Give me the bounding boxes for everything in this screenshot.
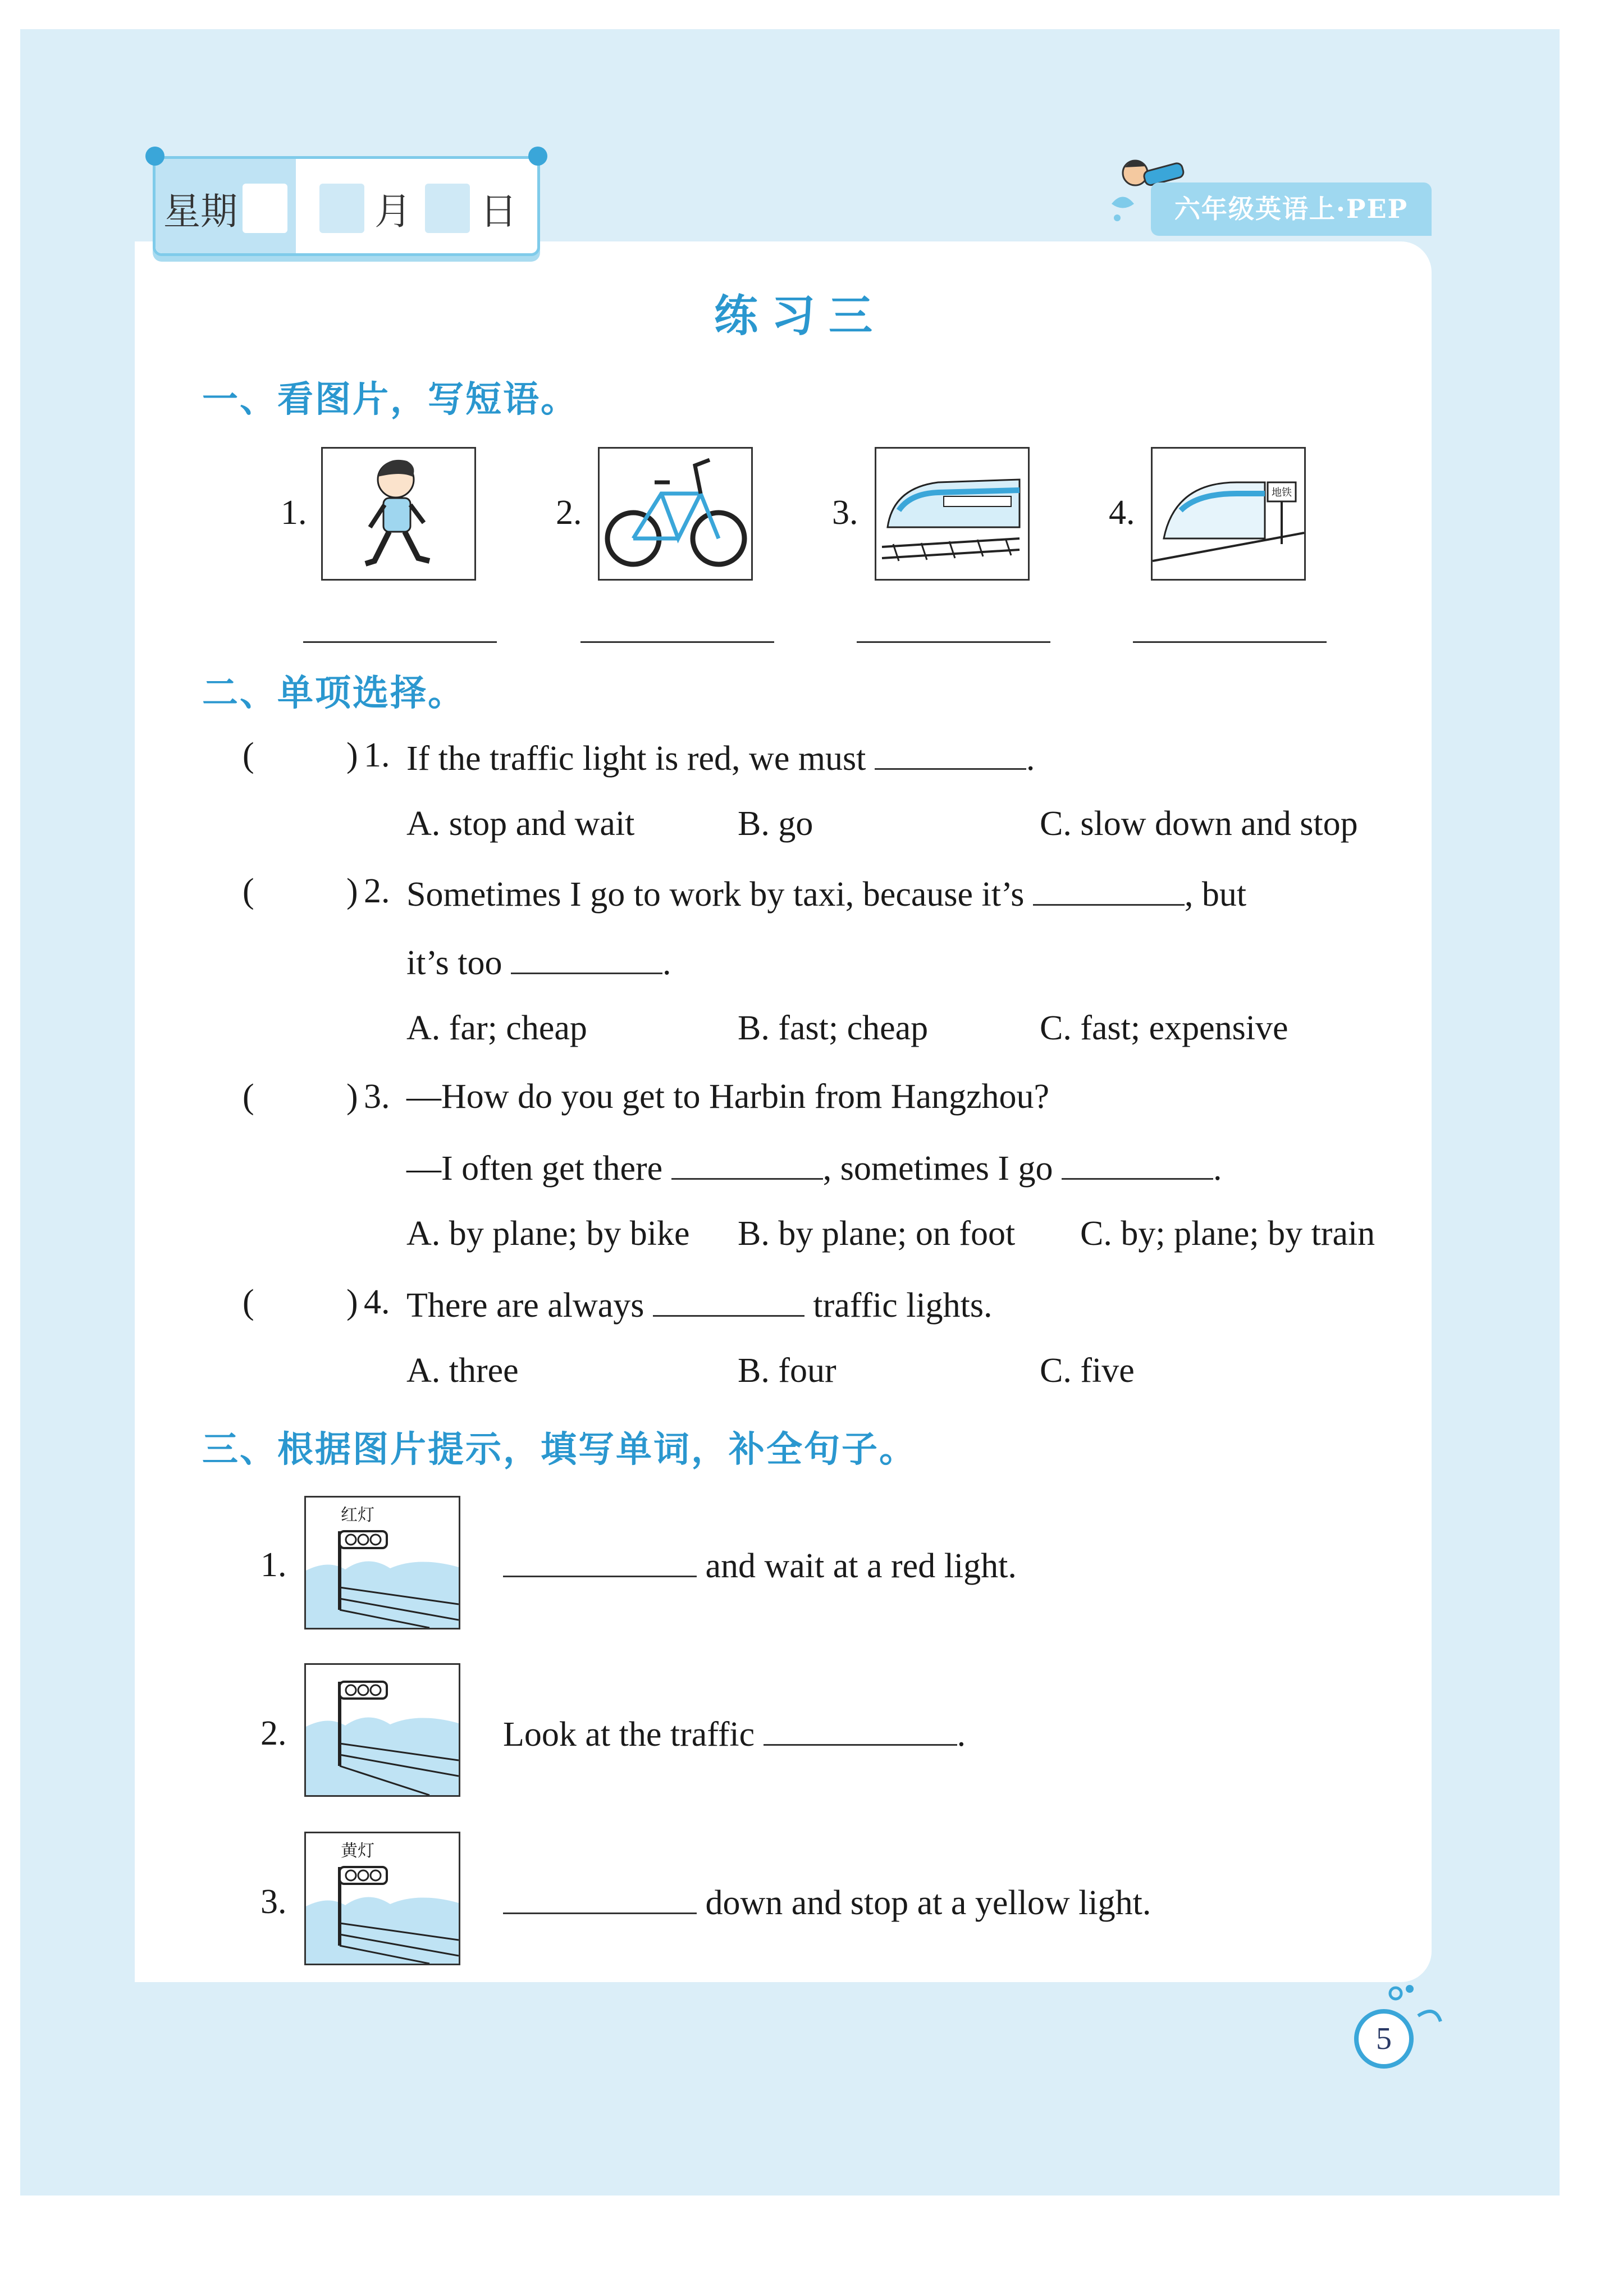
answer-blank[interactable] (653, 1282, 804, 1317)
answer-blank[interactable] (511, 940, 662, 974)
question-2-stem-line-1: Sometimes I go to work by taxi, because it’s , but (406, 871, 1246, 915)
option-b: B. go (738, 805, 813, 843)
page-number: 5 (1354, 2009, 1414, 2069)
subway-icon (1153, 449, 1304, 579)
sentence-3: down and stop at a yellow light. (503, 1880, 1151, 1923)
item-number: 4. (1109, 494, 1135, 532)
item-number: 3. (260, 1883, 287, 1921)
question-2-stem-line-2: it’s too . (406, 940, 671, 983)
answer-blank[interactable] (875, 736, 1026, 770)
answer-blank[interactable] (503, 1543, 697, 1577)
traffic-light-icon (306, 1833, 459, 1964)
answer-paren-close: ) (346, 1283, 358, 1321)
month-label: 月 (374, 190, 412, 233)
option-a: A. stop and wait (406, 805, 635, 843)
option-c: C. five (1040, 1352, 1135, 1390)
picture-caption: 红灯 (341, 1505, 374, 1525)
bicycle-picture (598, 447, 753, 581)
answer-blank[interactable] (580, 641, 774, 643)
answer-blank[interactable] (503, 1880, 697, 1914)
sentence-2: Look at the traffic . (503, 1711, 966, 1755)
day-label: 日 (480, 190, 517, 233)
option-c: C. fast; expensive (1040, 1009, 1288, 1047)
answer-blank[interactable] (1133, 641, 1327, 643)
option-b: B. fast; cheap (738, 1009, 929, 1047)
answer-blank[interactable] (671, 1145, 823, 1180)
question-number: 2. (364, 872, 390, 910)
question-number: 4. (364, 1283, 390, 1321)
week-slot (243, 184, 287, 233)
answer-paren-open: ( (243, 1078, 254, 1116)
item-number: 2. (556, 494, 582, 532)
item-number: 1. (260, 1546, 287, 1584)
answer-blank[interactable] (303, 641, 497, 643)
item-number: 1. (281, 494, 307, 532)
walking-boy-icon (323, 449, 474, 579)
answer-blank[interactable] (764, 1711, 957, 1746)
question-4-stem: There are always traffic lights. (406, 1282, 993, 1326)
date-box (153, 156, 540, 256)
subway-sign: 地铁 (1272, 487, 1292, 499)
answer-paren-open: ( (243, 1283, 254, 1321)
option-b: B. four (738, 1352, 836, 1390)
option-a: A. far; cheap (406, 1009, 587, 1047)
option-b: B. by plane; on foot (738, 1215, 1016, 1253)
option-c: C. by; plane; by train (1080, 1215, 1375, 1253)
item-number: 3. (832, 494, 858, 532)
answer-blank[interactable] (1033, 871, 1185, 906)
train-icon (876, 449, 1028, 579)
walking-boy-picture (321, 447, 476, 581)
page-title: 练习三 (714, 291, 886, 341)
day-slot (425, 184, 470, 233)
month-slot (319, 184, 364, 233)
traffic-light-icon (306, 1665, 459, 1795)
section-3-heading: 三、根据图片提示，填写单词，补全句子。 (202, 1429, 917, 1471)
traffic-light-picture (304, 1663, 460, 1797)
answer-paren-open: ( (243, 872, 254, 910)
option-c: C. slow down and stop (1040, 805, 1358, 843)
question-3-stem-line-2: —I often get there , sometimes I go . (406, 1145, 1222, 1189)
yellow-light-picture (304, 1832, 460, 1965)
grade-tag: 六年级英语上·PEP (1151, 182, 1432, 236)
bicycle-icon (600, 449, 751, 579)
question-1-stem: If the traffic light is red, we must . (406, 736, 1035, 779)
option-a: A. by plane; by bike (406, 1215, 690, 1253)
pin-icon (528, 147, 547, 166)
answer-blank[interactable] (1062, 1145, 1213, 1180)
picture-caption: 黄灯 (341, 1841, 374, 1861)
week-label: 星期 (163, 190, 237, 233)
question-number: 1. (364, 736, 390, 774)
answer-blank[interactable] (857, 641, 1050, 643)
red-light-picture (304, 1496, 460, 1629)
train-picture (875, 447, 1030, 581)
question-number: 3. (364, 1078, 390, 1116)
subway-picture (1151, 447, 1306, 581)
item-number: 2. (260, 1714, 287, 1752)
section-2-heading: 二、单项选择。 (202, 673, 465, 714)
option-a: A. three (406, 1352, 519, 1390)
sentence-1: and wait at a red light. (503, 1543, 1017, 1586)
section-1-heading: 一、看图片，写短语。 (202, 379, 578, 421)
answer-paren-open: ( (243, 736, 254, 774)
answer-paren-close: ) (346, 736, 358, 774)
pin-icon (145, 147, 164, 166)
traffic-light-icon (306, 1498, 459, 1628)
question-3-stem-line-1: —How do you get to Harbin from Hangzhou? (406, 1078, 1050, 1116)
answer-paren-close: ) (346, 872, 358, 910)
answer-paren-close: ) (346, 1078, 358, 1116)
